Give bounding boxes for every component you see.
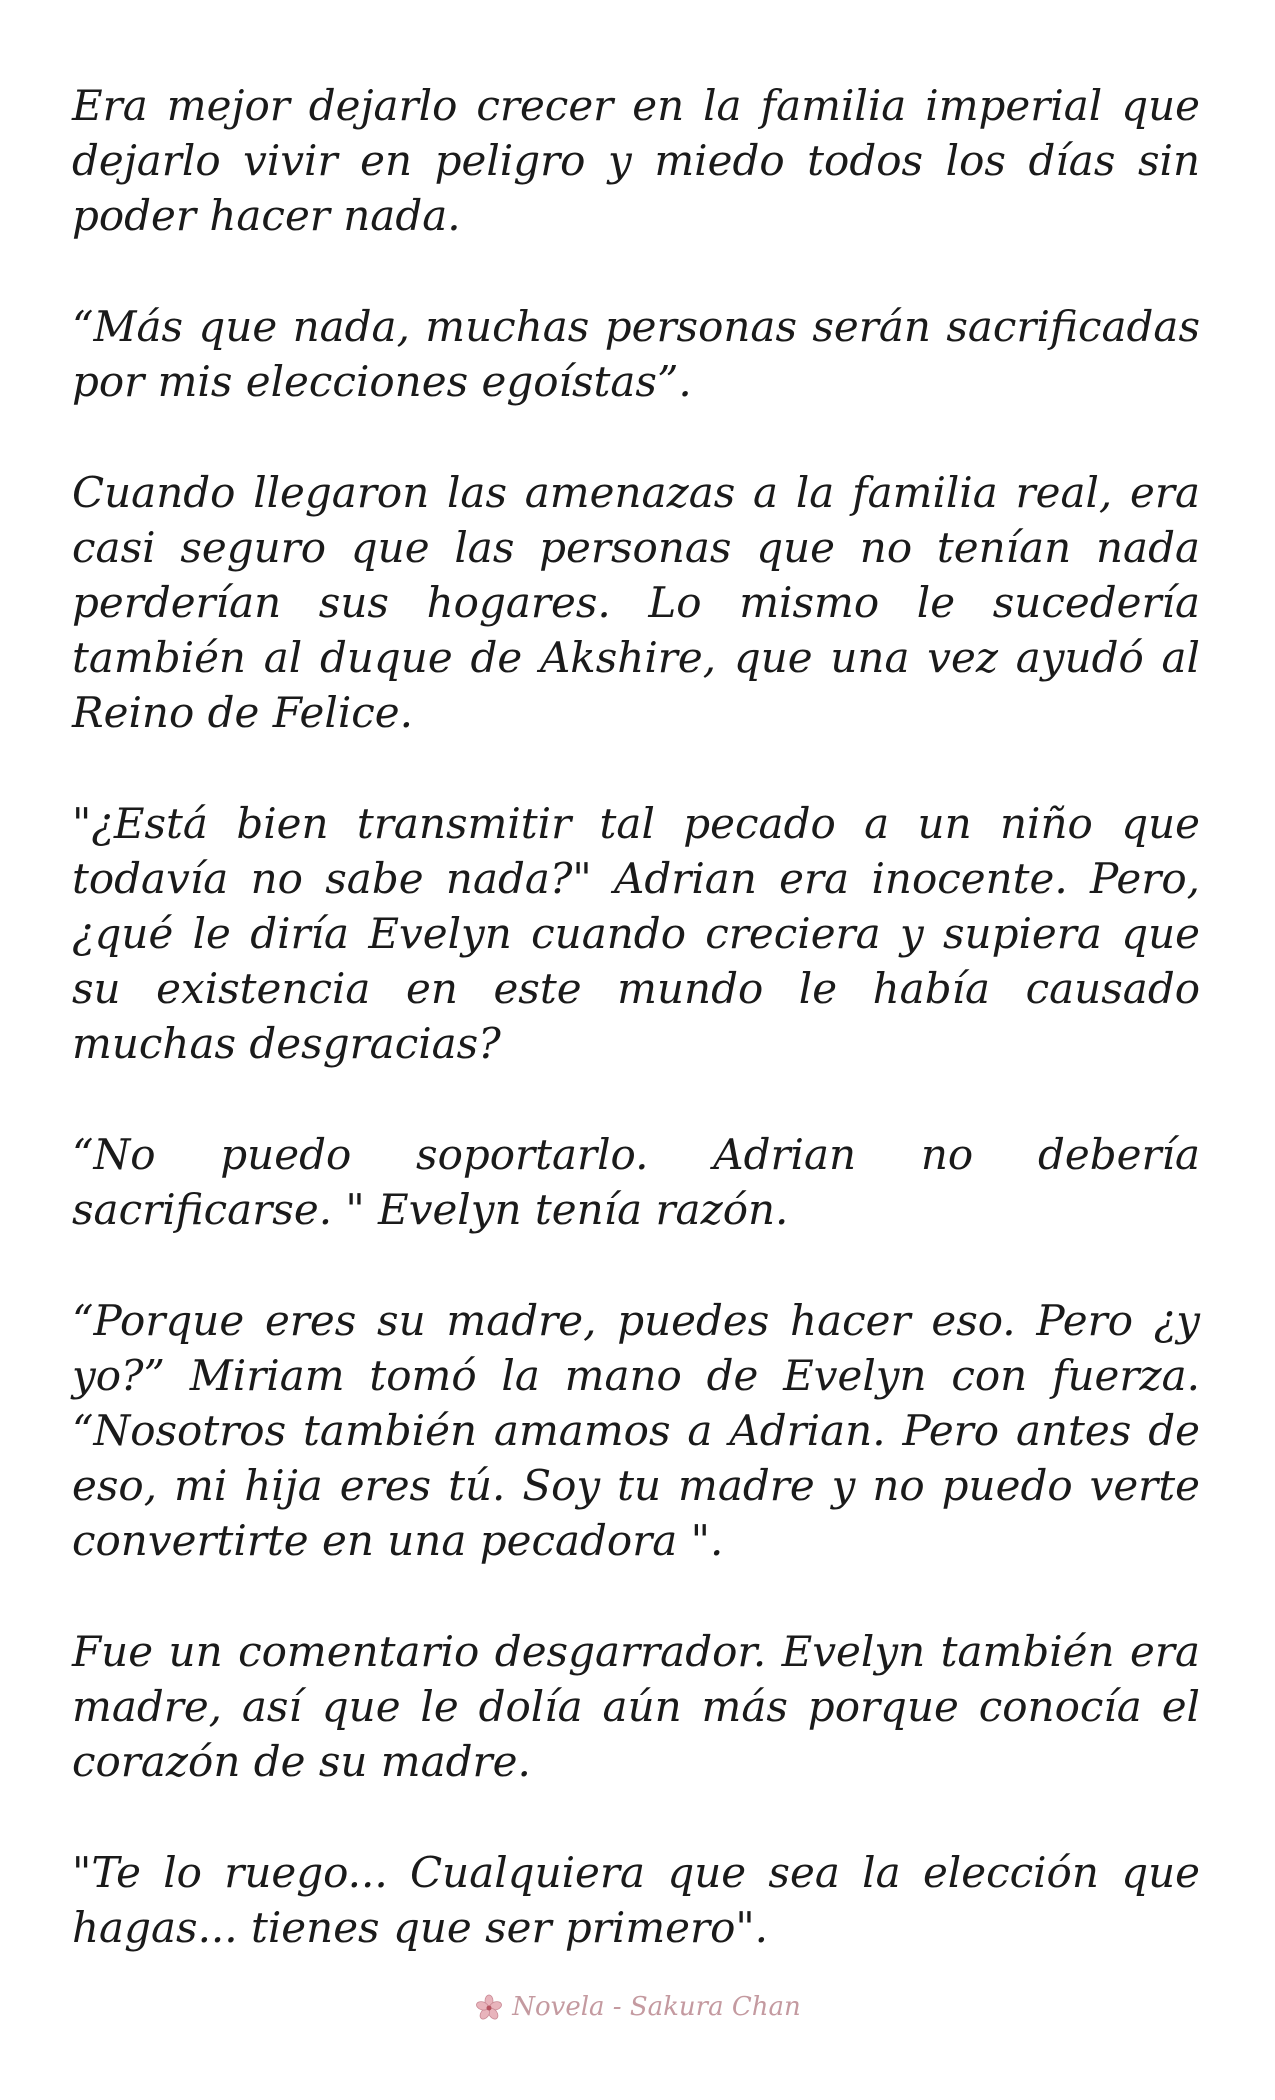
- paragraph-8: "Te lo ruego... Cualquiera que sea la elección que hagas... tienes que ser primero".: [72, 1848, 1200, 1952]
- paragraph-3: Cuando llegaron las amenazas a la familia real, era casi seguro que las personas que no tenían nada perderían sus hogares. Lo mismo le sucedería también al duque de Akshire, que una vez ayudó al Reino de Felice.: [72, 468, 1200, 737]
- paragraph-1: Era mejor dejarlo crecer en la familia imperial que dejarlo vivir en peligro y miedo todos los días sin poder hacer nada.: [72, 81, 1200, 240]
- paragraph-4: "¿Está bien transmitir tal pecado a un niño que todavía no sabe nada?" Adrian era inocente. Pero, ¿qué le diría Evelyn cuando creciera y supiera que su existencia en este mundo le había causado muchas desgracias?: [72, 799, 1200, 1068]
- watermark-text: Novela - Sakura Chan: [512, 1992, 801, 2022]
- cherry-blossom-icon: [474, 1993, 504, 2023]
- story-text: [72, 78, 1200, 2011]
- paragraph-6: “Porque eres su madre, puedes hacer eso. Pero ¿y yo?” Miriam tomó la mano de Evelyn con fuerza. “Nosotros también amamos a Adrian. Pero antes de eso, mi hija eres tú. Soy tu madre y no puedo verte convertirte en una pecadora ".: [72, 1296, 1200, 1565]
- paragraph-7: Fue un comentario desgarrador. Evelyn también era madre, así que le dolía aún más porque conocía el corazón de su madre.: [72, 1627, 1200, 1786]
- paragraph-2: “Más que nada, muchas personas serán sacrificadas por mis elecciones egoístas”.: [72, 302, 1200, 406]
- paragraph-5: “No puedo soportarlo. Adrian no debería sacrificarse. " Evelyn tenía razón.: [72, 1130, 1200, 1234]
- watermark: [0, 1992, 1275, 2023]
